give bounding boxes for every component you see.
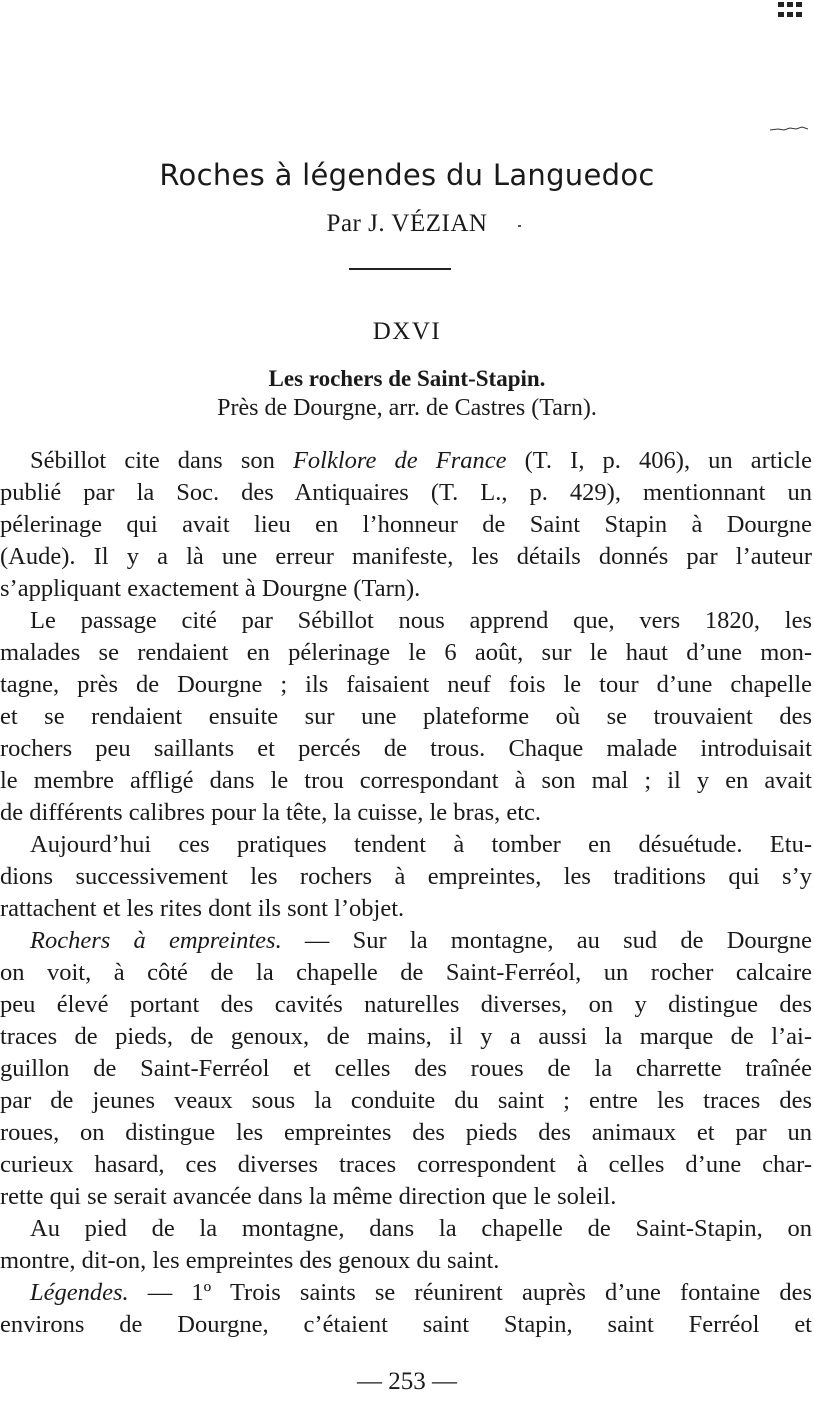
- text-line: roues, on distingue les empreintes des pieds des animaux et par un: [0, 1119, 812, 1146]
- text-line: (Aude). Il y a là une erreur manifeste, les détails donnés par l’auteur: [0, 543, 812, 570]
- text-line: Au pied de la montagne, dans la chapelle de Saint-Stapin, on: [30, 1215, 812, 1242]
- text-line: Rochers à empreintes. — Sur la montagne, au sud de Dourgne: [30, 927, 812, 954]
- text-line: guillon de Saint-Ferréol et celles des roues de la charrette traînée: [0, 1055, 812, 1082]
- section-number: DXVI: [372, 318, 442, 345]
- text-line: rette qui se serait avancée dans la même direction que le soleil.: [0, 1183, 617, 1210]
- text-line: le membre affligé dans le trou correspondant à son mal ; il y en avait: [0, 767, 812, 794]
- margin-scratch: [770, 126, 808, 132]
- text-line: Sébillot cite dans son Folklore de France (T. I, p. 406), un article: [30, 447, 812, 474]
- text-line: dions successivement les rochers à empreintes, les traditions qui s’y: [0, 863, 812, 890]
- text-line: environs de Dourgne, c’étaient saint Stapin, saint Ferréol et: [0, 1311, 812, 1338]
- text-line: s’appliquant exactement à Dourgne (Tarn).: [0, 575, 421, 602]
- stray-mark: [518, 225, 521, 227]
- section-title: Les rochers de Saint-Stapin.: [268, 366, 546, 391]
- text-line: on voit, à côté de la chapelle de Saint-Ferréol, un rocher calcaire: [0, 959, 812, 986]
- text-line: rochers peu saillants et percés de trous. Chaque malade introduisait: [0, 735, 812, 762]
- section-location: Près de Dourgne, arr. de Castres (Tarn).: [217, 395, 597, 421]
- text-line: traces de pieds, de genoux, de mains, il y a aussi la marque de l’ai-: [0, 1023, 812, 1050]
- title-rule: [349, 268, 451, 270]
- text-line: et se rendaient ensuite sur une plateforme où se trouvaient des: [0, 703, 812, 730]
- text-line: Le passage cité par Sébillot nous apprend que, vers 1820, les: [30, 607, 812, 634]
- page-number: — 253 —: [357, 1368, 457, 1395]
- text-line: pélerinage qui avait lieu en l’honneur de Saint Stapin à Dourgne: [0, 511, 812, 538]
- corner-ornament: [778, 2, 806, 20]
- text-line: de différents calibres pour la tête, la cuisse, le bras, etc.: [0, 799, 542, 826]
- text-line: publié par la Soc. des Antiquaires (T. L., p. 429), mentionnant un: [0, 479, 812, 506]
- text-line: peu élevé portant des cavités naturelles diverses, on y distingue des: [0, 991, 812, 1018]
- text-line: Aujourd’hui ces pratiques tendent à tomber en désuétude. Etu-: [30, 831, 812, 858]
- text-line: tagne, près de Dourgne ; ils faisaient neuf fois le tour d’une chapelle: [0, 671, 812, 698]
- text-line: rattachent et les rites dont ils sont l’objet.: [0, 895, 405, 922]
- article-title: Roches à légendes du Languedoc: [159, 158, 655, 192]
- article-author: Par J. VÉZIAN: [326, 210, 488, 237]
- text-line: Légendes. — 1º Trois saints se réunirent auprès d’une fontaine des: [30, 1279, 812, 1306]
- text-line: curieux hasard, ces diverses traces correspondent à celles d’une char-: [0, 1151, 812, 1178]
- text-line: montre, dit-on, les empreintes des genoux du saint.: [0, 1247, 500, 1274]
- text-line: par de jeunes veaux sous la conduite du saint ; entre les traces des: [0, 1087, 812, 1114]
- text-line: malades se rendaient en pélerinage le 6 août, sur le haut d’une mon-: [0, 639, 812, 666]
